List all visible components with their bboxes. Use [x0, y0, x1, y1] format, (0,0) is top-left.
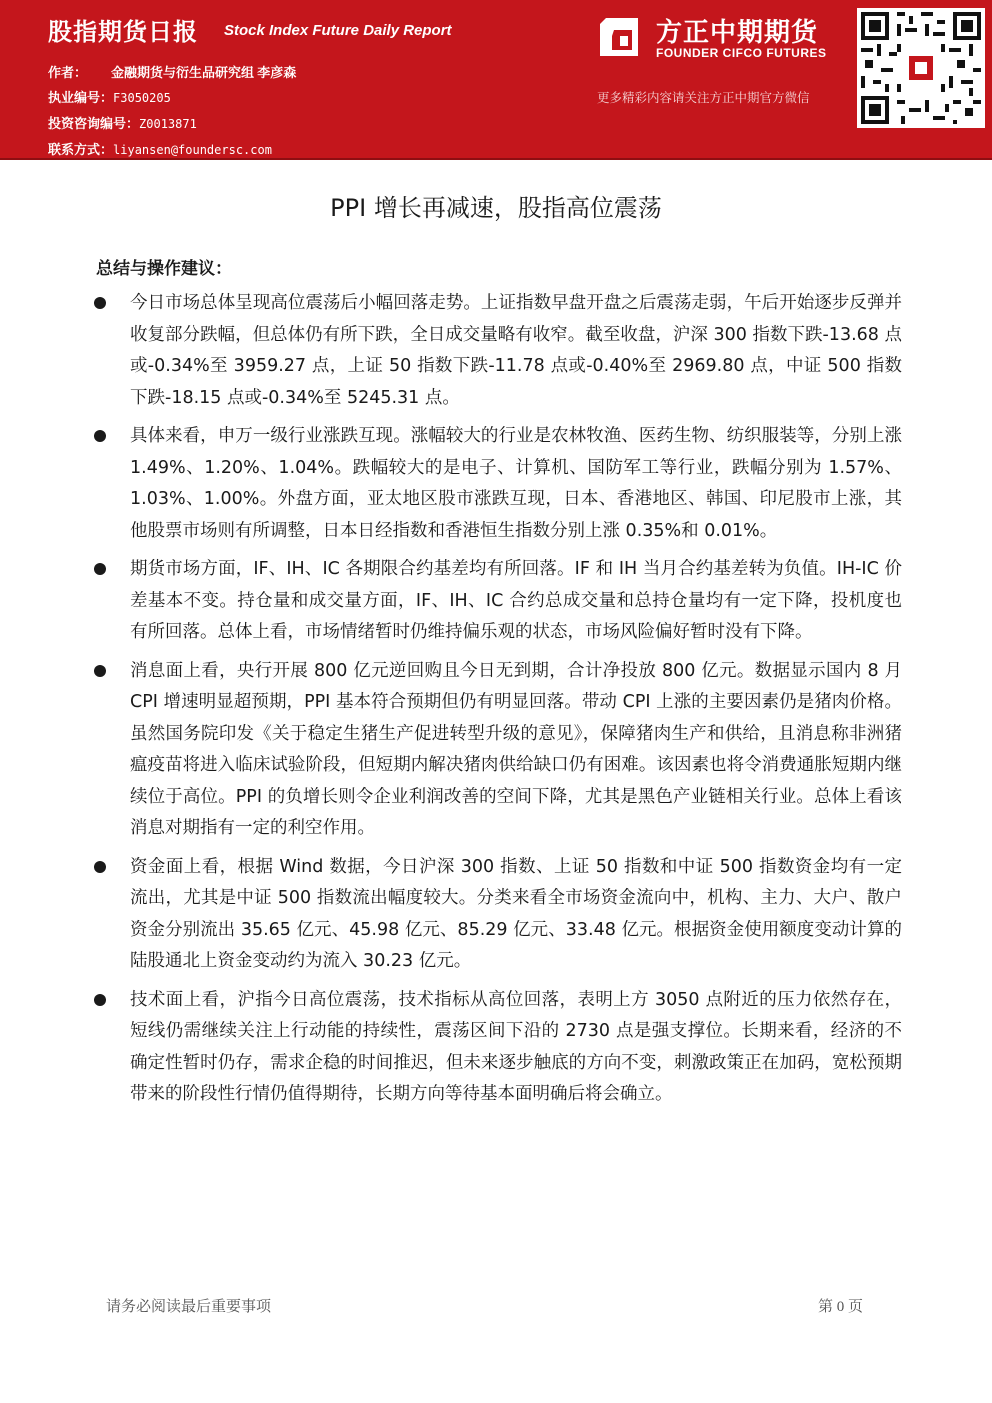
bullet-text: 资金面上看，根据 Wind 数据，今日沪深 300 指数、上证 50 指数和中证 500 指数资金均有一定流出，尤其是中证 500 指数流出幅度较大。分类来看全市场资金流向中，机构、主力、大户、散户资金分别流出 35.65 亿元、45.98 亿元、85.29 亿元、33.48 亿元。根据资金使用额度变动计算的陆股通北上资金变动约为流入 30.23 亿元。	[130, 856, 902, 971]
license-value: F3050205	[113, 91, 171, 105]
bullet-dot-icon	[94, 861, 106, 873]
bullet-item-technical	[92, 985, 902, 1111]
consult-label: 投资咨询编号：	[48, 116, 140, 131]
bullet-text: 技术面上看，沪指今日高位震荡，技术指标从高位回落，表明上方 3050 点附近的压力依然存在，短线仍需继续关注上行动能的持续性，震荡区间下沿的 2730 点是强支撑位。长期来看，经济的不确定性暂时仍存，需求企稳的时间推迟，但未来逐步触底的方向不变，刺激政策正在加码，宽松预期带来的阶段性行情仍值得期待，长期方向等待基本面明确后将会确立。	[130, 989, 902, 1104]
license-label: 执业编号：	[48, 90, 114, 105]
consult-value: Z0013871	[139, 117, 197, 131]
qr-code-icon	[861, 12, 981, 124]
bullet-item-futures	[92, 554, 902, 649]
company-logo-mark-icon	[598, 16, 640, 58]
bullet-text: 具体来看，申万一级行业涨跌互现。涨幅较大的行业是农林牧渔、医药生物、纺织服装等，分别上涨 1.49%、1.20%、1.04%。跌幅较大的是电子、计算机、国防军工等行业，跌幅分别为 1.57%、1.03%、1.00%。外盘方面，亚太地区股市涨跌互现，日本、香港地区、韩国、印尼股市上涨，其他股票市场则有所调整，日本日经指数和香港恒生指数分别上涨 0.35%和 0.01%。	[130, 426, 902, 541]
section-heading: 总结与操作建议：	[96, 259, 232, 279]
bullet-item-market-overview	[92, 288, 902, 414]
header-divider	[0, 158, 992, 160]
license-line	[48, 87, 171, 106]
bullet-item-news	[92, 656, 902, 845]
summary-bullet-list	[92, 288, 902, 1118]
bullet-text: 今日市场总体呈现高位震荡后小幅回落走势。上证指数早盘开盘之后震荡走弱，午后开始逐步反弹并收复部分跌幅，但总体仍有所下跌，全日成交量略有收窄。截至收盘，沪深 300 指数下跌-13.68 点或-0.34%至 3959.27 点，上证 50 指数下跌-11.78 点或-0.40%至 2969.80 点，中证 500 指数下跌-18.15 点或-0.34%至 5245.31 点。	[130, 293, 902, 408]
contact-line	[48, 139, 272, 158]
bullet-dot-icon	[94, 430, 106, 442]
bullet-item-sectors	[92, 421, 902, 547]
author-value: 金融期货与衍生品研究组 李彦森	[111, 65, 297, 80]
qr-code	[857, 8, 985, 128]
bullet-dot-icon	[94, 994, 106, 1006]
bullet-dot-icon	[94, 297, 106, 309]
bullet-item-capital-flow	[92, 852, 902, 978]
contact-email[interactable]: liyansen@foundersc.com	[113, 143, 272, 157]
logo-text-cn: 方正中期期货	[656, 18, 819, 48]
bullet-dot-icon	[94, 665, 106, 677]
report-title-cn: 股指期货日报	[48, 18, 198, 46]
bullet-text: 期货市场方面，IF、IH、IC 各期限合约基差均有所回落。IF 和 IH 当月合约基差转为负值。IH-IC 价差基本不变。持仓量和成交量方面，IF、IH、IC 合约总成交量和总持仓量均有一定下降，投机度也有所回落。总体上看，市场情绪暂时仍维持偏乐观的状态，市场风险偏好暂时没有下降。	[130, 559, 902, 642]
report-header	[0, 0, 992, 158]
company-logo	[598, 12, 852, 64]
author-line	[48, 62, 296, 81]
footer-disclaimer-note: 请务必阅读最后重要事项	[106, 1299, 272, 1315]
bullet-text: 消息面上看，央行开展 800 亿元逆回购且今日无到期，合计净投放 800 亿元。数据显示国内 8 月 CPI 增速明显超预期，PPI 基本符合预期但仍有明显回落。带动 CPI 上涨的主要因素仍是猪肉价格。虽然国务院印发《关于稳定生猪生产促进转型升级的意见》，保障猪肉生产和供给，且消息称非洲猪瘟疫苗将进入临床试验阶段，但短期内解决猪肉供给缺口仍有困难。该因素也将令消费通胀短期内继续位于高位。PPI 的负增长则令企业利润改善的空间下降，尤其是黑色产业链相关行业。总体上看该消息对期指有一定的利空作用。	[130, 660, 902, 838]
bullet-dot-icon	[94, 563, 106, 575]
wechat-follow-note: 更多精彩内容请关注方正中期官方微信	[597, 90, 810, 105]
report-title-en: Stock Index Future Daily Report	[224, 22, 452, 39]
page-number: 第 0 页	[818, 1299, 864, 1315]
consult-line	[48, 113, 197, 132]
logo-text-en: FOUNDER CIFCO FUTURES	[656, 46, 827, 60]
author-label: 作者：	[48, 65, 88, 80]
document-title: PPI 增长再减速，股指高位震荡	[330, 194, 662, 222]
contact-label: 联系方式：	[48, 142, 114, 157]
